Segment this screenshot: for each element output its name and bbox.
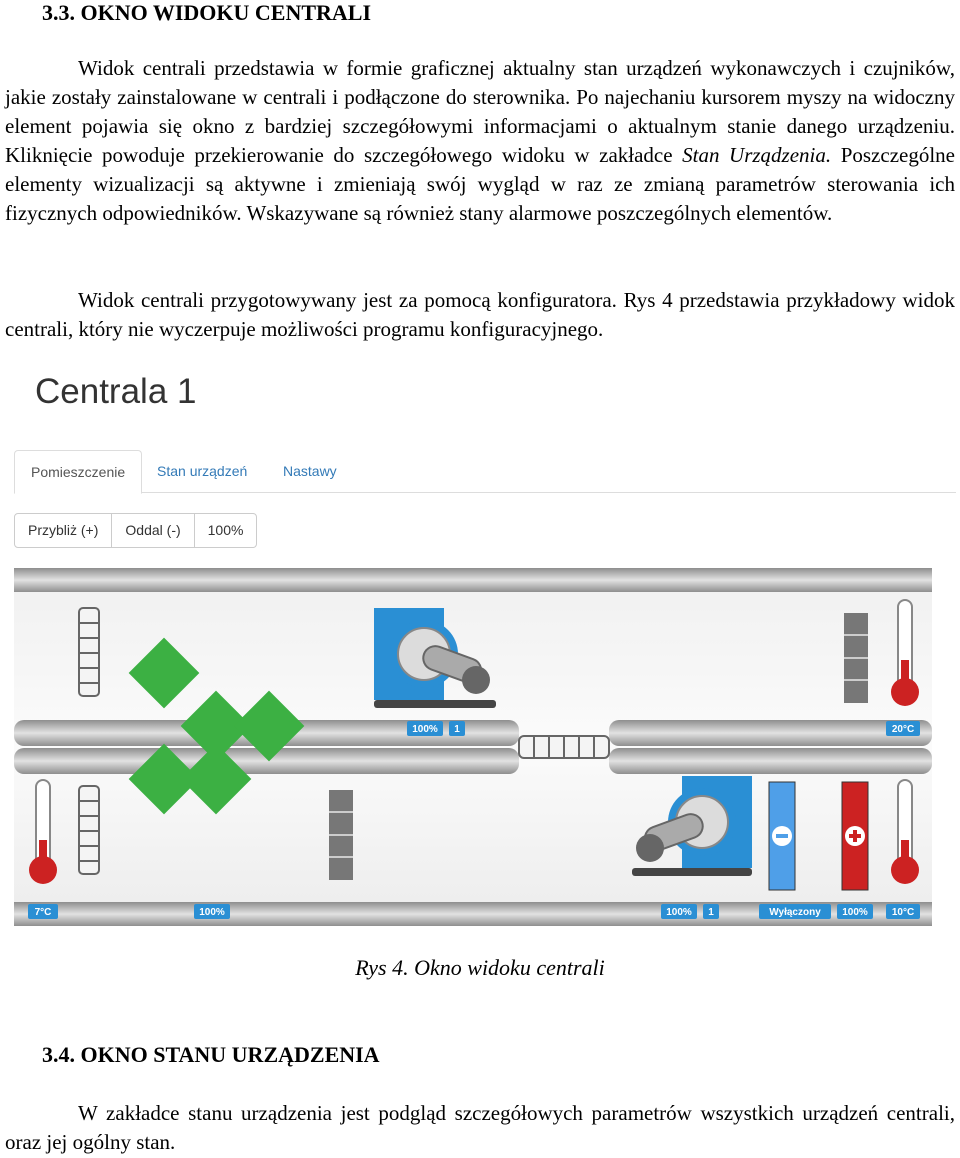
zoom-out-button[interactable]: Oddal (-) <box>112 514 194 547</box>
heat-exchanger-icon[interactable] <box>519 736 609 758</box>
zoom-level-button[interactable]: 100% <box>207 522 244 538</box>
section-3-3-paragraph-1 <box>5 54 955 228</box>
paragraph-1-end: Poszczególne elementy wizualizacji są aktywne i zmieniają swój wygląd w raz ze zmianą parametrów sterowania ich fizycznych odpowiedników. Wskazywane są również stany alarmowe poszczególnych elementów. <box>5 143 955 225</box>
central-view-screenshot <box>0 360 960 935</box>
paragraph-1-italic: Stan Urządzenia. <box>682 143 832 167</box>
section-3-3-paragraph-2 <box>5 286 955 344</box>
upper-fan-percent-text: 100% <box>412 724 438 735</box>
lower-fan-percent-text: 100% <box>666 907 692 918</box>
tab-device-status[interactable]: Stan urządzeń <box>157 463 248 479</box>
tab-settings[interactable]: Nastawy <box>283 463 337 479</box>
tab-room[interactable]: Pomieszczenie <box>14 450 142 494</box>
upper-fan-count-text: 1 <box>454 724 460 735</box>
tab-bar <box>14 450 956 493</box>
section-3-4-text: W zakładce stanu urządzenia jest podgląd szczegółowych parametrów wszystkich urządzeń centrali, oraz jej ogólny stan. <box>5 1101 955 1154</box>
cooler-icon[interactable] <box>769 782 795 890</box>
heater-icon[interactable] <box>842 782 868 890</box>
top-duct <box>14 568 932 592</box>
zoom-button-group <box>14 513 257 548</box>
temp-left-text: 7°C <box>34 907 52 918</box>
temp-right-upper-text: 20°C <box>891 724 915 735</box>
lower-fan-count-text: 1 <box>708 907 714 918</box>
damper-top-right[interactable] <box>844 613 868 703</box>
section-heading-3-4: 3.4. OKNO STANU URZĄDZENIA <box>42 1042 380 1067</box>
damper-bottom-center[interactable] <box>329 790 353 880</box>
figure-caption: Rys 4. Okno widoku centrali <box>355 955 605 980</box>
cooler-status-text: Wyłączony <box>769 907 821 918</box>
middle-duct-right <box>609 720 932 746</box>
heater-percent-text: 100% <box>842 907 868 918</box>
section-3-4-paragraph <box>5 1099 955 1157</box>
paragraph-2-text: Widok centrali przygotowywany jest za pomocą konfiguratora. Rys 4 przedstawia przykładowy widok centrali, który nie wyczerpuje możliwości programu konfiguracyjnego. <box>5 288 955 341</box>
zoom-in-button[interactable]: Przybliż (+) <box>15 514 112 547</box>
damper-percent-text: 100% <box>199 907 225 918</box>
damper-top-left[interactable] <box>79 608 99 696</box>
section-heading-3-3: 3.3. OKNO WIDOKU CENTRALI <box>42 0 372 25</box>
temp-right-lower-text: 10°C <box>891 907 915 918</box>
paragraph-1-text: Widok centrali przedstawia w formie graficznej aktualny stan urządzeń wykonawczych i czujników, jakie zostały zainstalowane w centrali i podłączone do sterownika. Po najechaniu kursorem myszy na widoczny element pojawia się okno z bardziej szczegółowymi informacjami o aktualnym stanie danego urządzeniu. Kliknięcie powoduje przekierowanie do szczegółowego widoku w zakładce <box>5 56 955 167</box>
damper-bottom-left[interactable] <box>79 786 99 874</box>
air-handling-unit-diagram <box>14 568 932 926</box>
central-title: Centrala 1 <box>35 372 197 411</box>
middle-duct-right-2 <box>609 748 932 774</box>
